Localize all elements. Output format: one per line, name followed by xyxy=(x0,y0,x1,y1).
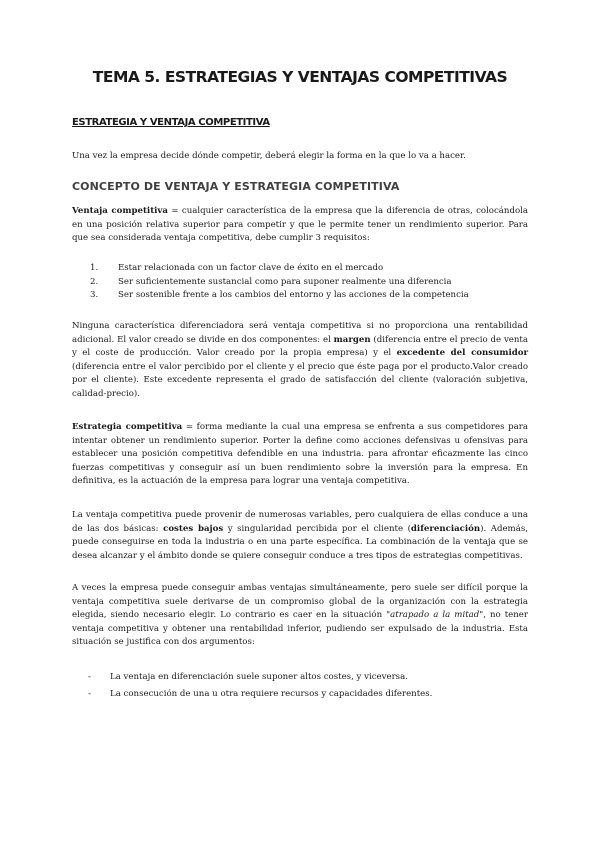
text-run: ", no tener ventaja competitiva y obtener una rentabilidad inferior, pudiendo ser expulsado de la industria. Esta situación se justifica con dos argumentos: xyxy=(72,610,528,648)
estrategia-definition-paragraph xyxy=(72,421,528,489)
list-item-text: La consecución de una u otra requiere recursos y capacidades diferentes. xyxy=(110,689,433,699)
list-item-text: Ser sostenible frente a los cambios del entorno y las acciones de la competencia xyxy=(118,290,469,301)
arguments-list xyxy=(72,669,532,703)
ventaja-term: Ventaja competitiva xyxy=(72,206,168,216)
margen-term: margen xyxy=(333,334,371,345)
document-title: TEMA 5. ESTRATEGIAS Y VENTAJAS COMPETITIVAS xyxy=(92,68,508,86)
list-item xyxy=(72,276,532,290)
costes-bajos-term: costes bajos xyxy=(163,523,224,534)
text-run: A veces la empresa puede conseguir ambas ventajas simultáneamente, pero suele ser difícil porque la ventaja competitiva suele derivarse de un compromiso global de la organización con la estrategia elegida, siendo necesario elegir. Lo contrario es caer en la situación " xyxy=(72,583,528,621)
list-item xyxy=(72,289,532,303)
list-item-number: 3. xyxy=(90,290,99,301)
list-item xyxy=(72,686,532,703)
list-item-number: 1. xyxy=(90,263,99,273)
list-item-dash: - xyxy=(88,689,91,699)
text-run: (diferencia entre el valor percibido por el cliente y el precio que éste paga por el producto.Valor creado por el cliente). Este excedente representa el grado de satisfacción del cliente (valoración subjetiva, calidad-precio). xyxy=(72,361,528,399)
text-run: La ventaja competitiva puede provenir de numerosas variables, pero cualquiera de ellas conduce a una de las dos básicas: xyxy=(72,510,528,534)
list-item-text: Estar relacionada con un factor clave de éxito en el mercado xyxy=(118,263,384,273)
list-item xyxy=(72,262,532,276)
diferenciacion-term: diferenciación xyxy=(410,523,481,534)
text-run: (diferencia entre el precio de venta y el coste de producción. Valor creado por la propia empresa) y el xyxy=(72,334,528,359)
list-item-number: 2. xyxy=(90,276,99,287)
list-item-text: Ser suficientemente sustancial como para suponer realmente una diferencia xyxy=(118,276,452,287)
section-subheading: ESTRATEGIA Y VENTAJA COMPETITIVA xyxy=(72,117,270,128)
list-item-text: La ventaja en diferenciación suele suponer altos costes, y viceversa. xyxy=(110,672,408,682)
estrategia-definition-text: = forma mediante la cual una empresa se enfrenta a sus competidores para intentar obtener un rendimiento superior. Porter la define como acciones defensivas u ofensivas para establecer una posición competitiva defendible en una industria. para afrontar eficazmente las cinco fuerzas competitivas y conseguir así un buen rendimiento sobre la inversión para la empresa. En definitiva, es la actuación de la empresa para lograr una ventaja competitiva. xyxy=(72,422,528,487)
list-item xyxy=(72,669,532,686)
text-run: Ninguna característica diferenciadora será ventaja competitiva si no proporciona una rentabilidad adicional. El valor creado se divide en dos componentes: el xyxy=(72,321,528,345)
ventaja-types-paragraph xyxy=(72,509,528,563)
requirements-list xyxy=(72,262,532,303)
concept-heading: CONCEPTO DE VENTAJA Y ESTRATEGIA COMPETITIVA xyxy=(72,180,400,193)
atrapado-paragraph xyxy=(72,582,528,650)
ventaja-definition-text: = cualquier característica de la empresa que la diferencia de otras, colocándola en una posición relativa superior para competir y que le permite tener un rendimiento superior. Para que sea considerada ventaja competitiva, debe cumplir 3 requisitos: xyxy=(72,206,528,244)
text-run: ). Además, puede conseguirse en toda la industria o en una parte específica. La combinación de la ventaja que se desea alcanzar y el ámbito donde se quiere conseguir conduce a tres tipos de estrategias competitivas. xyxy=(72,523,528,561)
excedente-term: excedente del consumidor xyxy=(396,348,528,359)
ventaja-definition-paragraph xyxy=(72,205,528,246)
value-paragraph xyxy=(72,320,528,402)
list-item-dash: - xyxy=(88,672,91,682)
atrapado-term: atrapado a la mitad xyxy=(390,610,480,621)
text-run: y singularidad percibida por el cliente ( xyxy=(223,523,411,534)
estrategia-term: Estrategia competitiva xyxy=(72,422,183,432)
intro-paragraph: Una vez la empresa decide dónde competir, deberá elegir la forma en la que lo va a hacer. xyxy=(72,151,466,161)
